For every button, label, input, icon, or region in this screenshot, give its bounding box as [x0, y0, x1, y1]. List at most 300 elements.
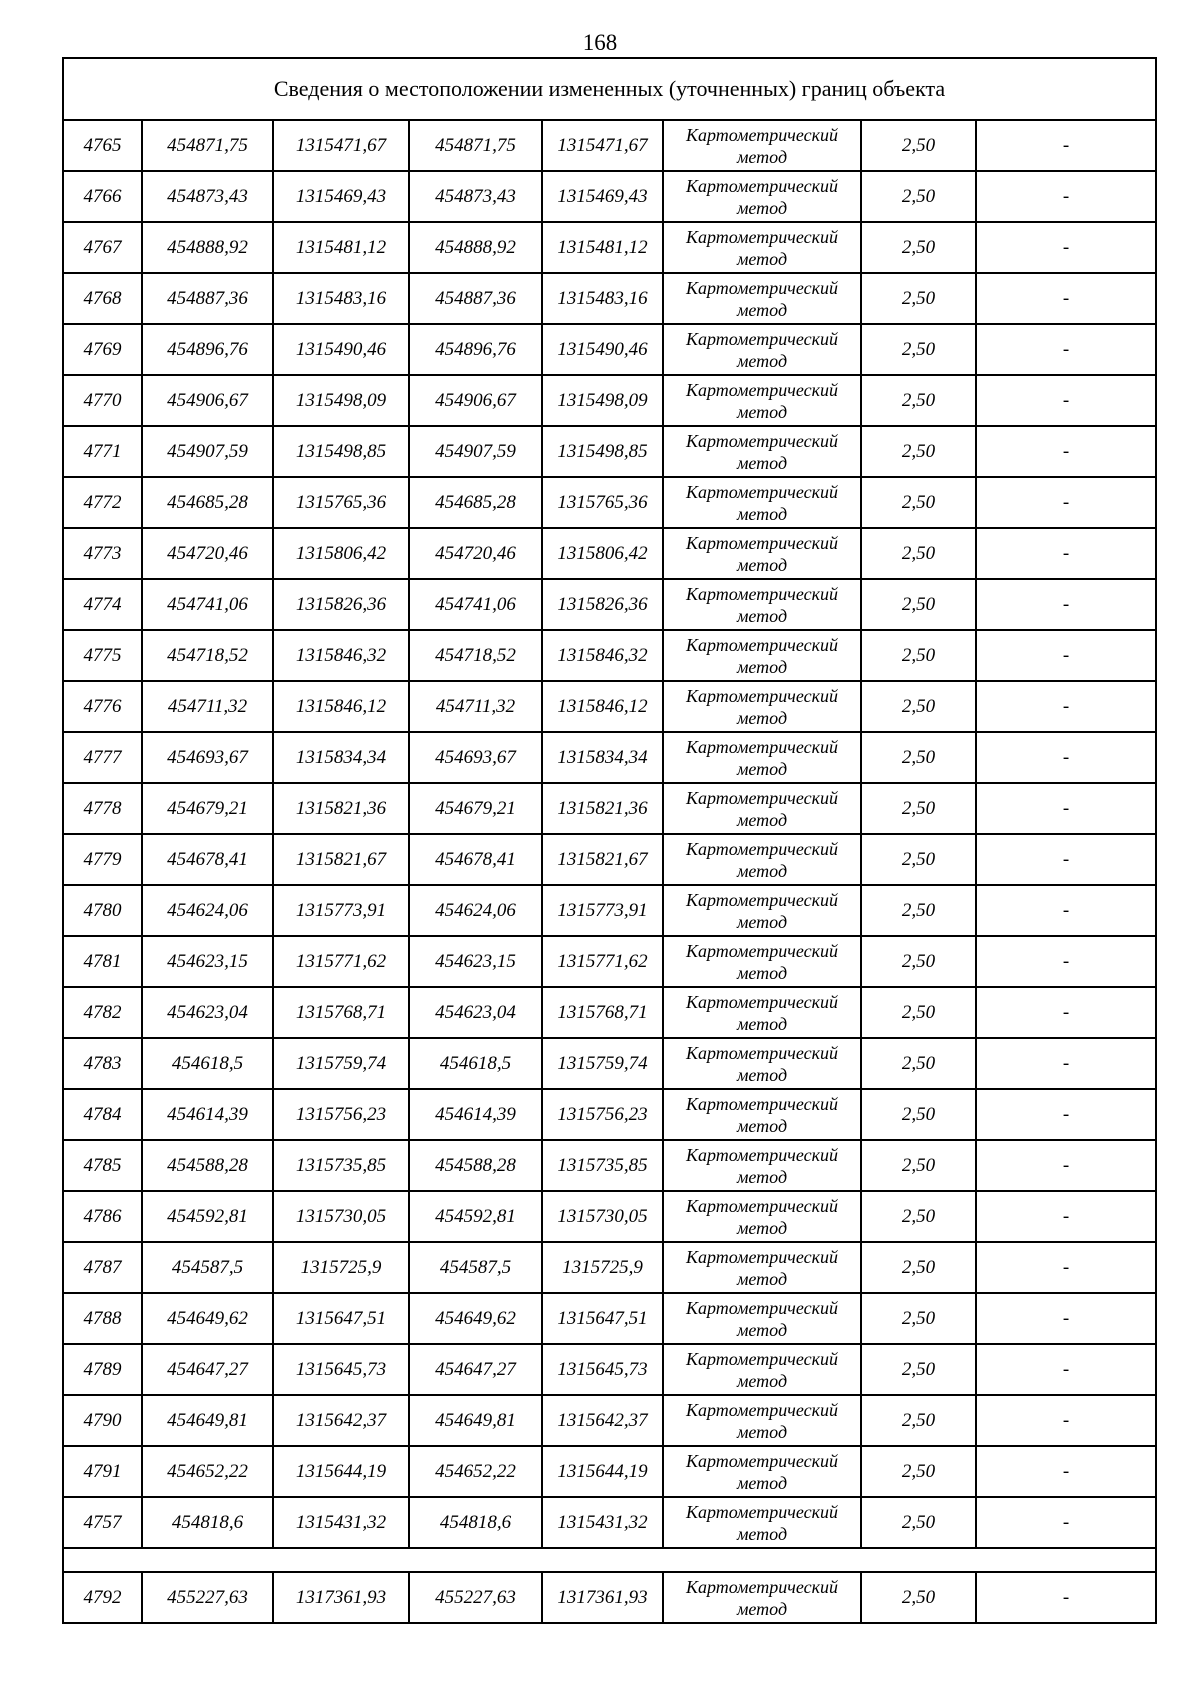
method-line2: метод: [736, 350, 788, 371]
note-cell: -: [976, 375, 1156, 426]
x-old-cell: 454718,52: [142, 630, 273, 681]
note-cell: -: [976, 1293, 1156, 1344]
method-line1: Картометрический: [685, 1246, 838, 1267]
method-line2: метод: [736, 707, 788, 728]
y-new-cell: 1315471,67: [542, 120, 663, 171]
precision-cell: 2,50: [861, 120, 976, 171]
table-row: [63, 579, 1156, 630]
precision-cell: 2,50: [861, 783, 976, 834]
method-cell: [663, 936, 861, 987]
y-new-cell: 1315490,46: [542, 324, 663, 375]
x-old-cell: 454649,81: [142, 1395, 273, 1446]
precision-cell: 2,50: [861, 1344, 976, 1395]
y-old-cell: 1315644,19: [273, 1446, 409, 1497]
note-cell: -: [976, 1572, 1156, 1623]
point-number-cell: 4792: [63, 1572, 142, 1623]
table-row: [63, 222, 1156, 273]
note-cell: -: [976, 273, 1156, 324]
point-number-cell: 4769: [63, 324, 142, 375]
method-line1: Картометрический: [685, 1093, 838, 1114]
method-line1: Картометрический: [685, 991, 838, 1012]
y-new-cell: 1315730,05: [542, 1191, 663, 1242]
y-new-cell: 1315725,9: [542, 1242, 663, 1293]
x-old-cell: 454592,81: [142, 1191, 273, 1242]
point-number-cell: 4791: [63, 1446, 142, 1497]
note-cell: -: [976, 171, 1156, 222]
table-row: [63, 1446, 1156, 1497]
x-new-cell: 454624,06: [409, 885, 542, 936]
table-row: [63, 1293, 1156, 1344]
y-new-cell: 1315642,37: [542, 1395, 663, 1446]
method-line2: метод: [736, 1319, 788, 1340]
table-row: [63, 1140, 1156, 1191]
y-old-cell: 1315469,43: [273, 171, 409, 222]
method-cell: [663, 1344, 861, 1395]
method-cell: [663, 732, 861, 783]
method-cell: [663, 1572, 861, 1623]
method-line2: метод: [736, 1217, 788, 1238]
method-line2: метод: [736, 401, 788, 422]
y-new-cell: 1315483,16: [542, 273, 663, 324]
table-row: [63, 324, 1156, 375]
point-number-cell: 4781: [63, 936, 142, 987]
x-new-cell: 454720,46: [409, 528, 542, 579]
point-number-cell: 4770: [63, 375, 142, 426]
x-new-cell: 454592,81: [409, 1191, 542, 1242]
x-new-cell: 455227,63: [409, 1572, 542, 1623]
method-cell: [663, 1191, 861, 1242]
y-old-cell: 1315483,16: [273, 273, 409, 324]
x-old-cell: 455227,63: [142, 1572, 273, 1623]
x-old-cell: 454906,67: [142, 375, 273, 426]
x-new-cell: 454896,76: [409, 324, 542, 375]
method-line2: метод: [736, 758, 788, 779]
x-new-cell: 454623,04: [409, 987, 542, 1038]
y-new-cell: 1315765,36: [542, 477, 663, 528]
y-new-cell: 1315768,71: [542, 987, 663, 1038]
table-row: [63, 1191, 1156, 1242]
point-number-cell: 4766: [63, 171, 142, 222]
x-old-cell: 454685,28: [142, 477, 273, 528]
method-line1: Картометрический: [685, 328, 838, 349]
x-new-cell: 454587,5: [409, 1242, 542, 1293]
x-new-cell: 454873,43: [409, 171, 542, 222]
precision-cell: 2,50: [861, 1572, 976, 1623]
table-spacer-row: [63, 1548, 1156, 1572]
method-line2: метод: [736, 1472, 788, 1493]
table-row: [63, 375, 1156, 426]
note-cell: -: [976, 1140, 1156, 1191]
method-cell: [663, 120, 861, 171]
note-cell: -: [976, 120, 1156, 171]
y-new-cell: 1315834,34: [542, 732, 663, 783]
x-old-cell: 454896,76: [142, 324, 273, 375]
x-new-cell: 454647,27: [409, 1344, 542, 1395]
x-old-cell: 454588,28: [142, 1140, 273, 1191]
table-row: [63, 1497, 1156, 1548]
method-line2: метод: [736, 860, 788, 881]
note-cell: -: [976, 1344, 1156, 1395]
table-row: [63, 630, 1156, 681]
point-number-cell: 4772: [63, 477, 142, 528]
x-new-cell: 454818,6: [409, 1497, 542, 1548]
method-line1: Картометрический: [685, 430, 838, 451]
method-line1: Картометрический: [685, 124, 838, 145]
note-cell: -: [976, 324, 1156, 375]
table-row: [63, 1242, 1156, 1293]
x-old-cell: 454587,5: [142, 1242, 273, 1293]
y-new-cell: 1315735,85: [542, 1140, 663, 1191]
note-cell: -: [976, 1497, 1156, 1548]
table-row: [63, 171, 1156, 222]
point-number-cell: 4783: [63, 1038, 142, 1089]
method-cell: [663, 1089, 861, 1140]
x-new-cell: 454907,59: [409, 426, 542, 477]
x-new-cell: 454871,75: [409, 120, 542, 171]
y-old-cell: 1315768,71: [273, 987, 409, 1038]
method-line1: Картометрический: [685, 889, 838, 910]
method-line1: Картометрический: [685, 787, 838, 808]
precision-cell: 2,50: [861, 681, 976, 732]
method-cell: [663, 1140, 861, 1191]
point-number-cell: 4785: [63, 1140, 142, 1191]
x-old-cell: 454871,75: [142, 120, 273, 171]
x-new-cell: 454623,15: [409, 936, 542, 987]
note-cell: -: [976, 579, 1156, 630]
method-cell: [663, 834, 861, 885]
x-new-cell: 454693,67: [409, 732, 542, 783]
y-new-cell: 1315821,67: [542, 834, 663, 885]
note-cell: -: [976, 1089, 1156, 1140]
x-new-cell: 454718,52: [409, 630, 542, 681]
method-cell: [663, 171, 861, 222]
x-old-cell: 454693,67: [142, 732, 273, 783]
method-line1: Картометрический: [685, 1501, 838, 1522]
point-number-cell: 4782: [63, 987, 142, 1038]
y-new-cell: 1317361,93: [542, 1572, 663, 1623]
note-cell: -: [976, 987, 1156, 1038]
x-new-cell: 454888,92: [409, 222, 542, 273]
note-cell: -: [976, 1191, 1156, 1242]
spacer-cell: [63, 1548, 1156, 1572]
table-row: [63, 1089, 1156, 1140]
y-new-cell: 1315756,23: [542, 1089, 663, 1140]
note-cell: -: [976, 222, 1156, 273]
x-new-cell: 454741,06: [409, 579, 542, 630]
method-line2: метод: [736, 605, 788, 626]
method-cell: [663, 783, 861, 834]
precision-cell: 2,50: [861, 987, 976, 1038]
x-new-cell: 454618,5: [409, 1038, 542, 1089]
table-row: [63, 1572, 1156, 1623]
y-new-cell: 1315498,85: [542, 426, 663, 477]
y-old-cell: 1315821,36: [273, 783, 409, 834]
table-row: [63, 987, 1156, 1038]
method-cell: [663, 885, 861, 936]
y-old-cell: 1315481,12: [273, 222, 409, 273]
y-new-cell: 1315498,09: [542, 375, 663, 426]
method-line2: метод: [736, 554, 788, 575]
y-old-cell: 1315765,36: [273, 477, 409, 528]
method-cell: [663, 1038, 861, 1089]
method-cell: [663, 681, 861, 732]
method-line2: метод: [736, 962, 788, 983]
point-number-cell: 4774: [63, 579, 142, 630]
method-cell: [663, 579, 861, 630]
point-number-cell: 4771: [63, 426, 142, 477]
y-new-cell: 1315846,12: [542, 681, 663, 732]
precision-cell: 2,50: [861, 1497, 976, 1548]
y-new-cell: 1315773,91: [542, 885, 663, 936]
y-new-cell: 1315771,62: [542, 936, 663, 987]
method-line2: метод: [736, 1064, 788, 1085]
x-old-cell: 454647,27: [142, 1344, 273, 1395]
point-number-cell: 4768: [63, 273, 142, 324]
x-old-cell: 454623,04: [142, 987, 273, 1038]
y-new-cell: 1315759,74: [542, 1038, 663, 1089]
point-number-cell: 4776: [63, 681, 142, 732]
precision-cell: 2,50: [861, 1089, 976, 1140]
x-new-cell: 454906,67: [409, 375, 542, 426]
y-old-cell: 1315490,46: [273, 324, 409, 375]
y-new-cell: 1315846,32: [542, 630, 663, 681]
y-old-cell: 1315756,23: [273, 1089, 409, 1140]
method-line1: Картометрический: [685, 736, 838, 757]
method-line2: метод: [736, 1421, 788, 1442]
point-number-cell: 4786: [63, 1191, 142, 1242]
x-old-cell: 454623,15: [142, 936, 273, 987]
method-line1: Картометрический: [685, 1399, 838, 1420]
method-line1: Картометрический: [685, 685, 838, 706]
table-title: Сведения о местоположении измененных (уточненных) границ объекта: [63, 58, 1156, 120]
y-old-cell: 1315834,34: [273, 732, 409, 783]
method-line2: метод: [736, 1598, 788, 1619]
x-old-cell: 454888,92: [142, 222, 273, 273]
method-line1: Картометрический: [685, 532, 838, 553]
x-new-cell: 454649,62: [409, 1293, 542, 1344]
method-cell: [663, 1497, 861, 1548]
y-old-cell: 1315773,91: [273, 885, 409, 936]
precision-cell: 2,50: [861, 222, 976, 273]
method-line2: метод: [736, 503, 788, 524]
note-cell: -: [976, 477, 1156, 528]
method-cell: [663, 1242, 861, 1293]
y-old-cell: 1315735,85: [273, 1140, 409, 1191]
point-number-cell: 4780: [63, 885, 142, 936]
precision-cell: 2,50: [861, 630, 976, 681]
method-line1: Картометрический: [685, 481, 838, 502]
y-new-cell: 1315469,43: [542, 171, 663, 222]
method-line1: Картометрический: [685, 1450, 838, 1471]
x-old-cell: 454679,21: [142, 783, 273, 834]
precision-cell: 2,50: [861, 1242, 976, 1293]
precision-cell: 2,50: [861, 273, 976, 324]
x-old-cell: 454649,62: [142, 1293, 273, 1344]
method-line2: метод: [736, 1166, 788, 1187]
point-number-cell: 4757: [63, 1497, 142, 1548]
method-line2: метод: [736, 248, 788, 269]
x-old-cell: 454652,22: [142, 1446, 273, 1497]
y-old-cell: 1315645,73: [273, 1344, 409, 1395]
note-cell: -: [976, 528, 1156, 579]
precision-cell: 2,50: [861, 936, 976, 987]
point-number-cell: 4779: [63, 834, 142, 885]
note-cell: -: [976, 1446, 1156, 1497]
precision-cell: 2,50: [861, 1446, 976, 1497]
table-row: [63, 273, 1156, 324]
precision-cell: 2,50: [861, 1293, 976, 1344]
x-old-cell: 454624,06: [142, 885, 273, 936]
note-cell: -: [976, 936, 1156, 987]
table-row: [63, 426, 1156, 477]
y-old-cell: 1315821,67: [273, 834, 409, 885]
note-cell: -: [976, 681, 1156, 732]
precision-cell: 2,50: [861, 732, 976, 783]
method-line1: Картометрический: [685, 379, 838, 400]
method-cell: [663, 528, 861, 579]
method-cell: [663, 987, 861, 1038]
x-new-cell: 454887,36: [409, 273, 542, 324]
method-line2: метод: [736, 1013, 788, 1034]
x-new-cell: 454678,41: [409, 834, 542, 885]
precision-cell: 2,50: [861, 834, 976, 885]
precision-cell: 2,50: [861, 477, 976, 528]
precision-cell: 2,50: [861, 1395, 976, 1446]
method-line2: метод: [736, 911, 788, 932]
precision-cell: 2,50: [861, 885, 976, 936]
method-cell: [663, 375, 861, 426]
table-row: [63, 1344, 1156, 1395]
point-number-cell: 4788: [63, 1293, 142, 1344]
point-number-cell: 4767: [63, 222, 142, 273]
x-old-cell: 454741,06: [142, 579, 273, 630]
method-cell: [663, 1395, 861, 1446]
precision-cell: 2,50: [861, 375, 976, 426]
y-old-cell: 1315647,51: [273, 1293, 409, 1344]
table-row: [63, 477, 1156, 528]
method-line2: метод: [736, 197, 788, 218]
boundary-coordinates-table: [62, 57, 1157, 1624]
y-old-cell: 1315759,74: [273, 1038, 409, 1089]
y-old-cell: 1315730,05: [273, 1191, 409, 1242]
table-row: [63, 783, 1156, 834]
table-row: [63, 834, 1156, 885]
point-number-cell: 4784: [63, 1089, 142, 1140]
x-old-cell: 454678,41: [142, 834, 273, 885]
method-cell: [663, 222, 861, 273]
method-line1: Картометрический: [685, 838, 838, 859]
note-cell: -: [976, 885, 1156, 936]
x-new-cell: 454679,21: [409, 783, 542, 834]
note-cell: -: [976, 732, 1156, 783]
table-row: [63, 528, 1156, 579]
x-new-cell: 454652,22: [409, 1446, 542, 1497]
method-cell: [663, 426, 861, 477]
precision-cell: 2,50: [861, 1038, 976, 1089]
x-new-cell: 454649,81: [409, 1395, 542, 1446]
point-number-cell: 4775: [63, 630, 142, 681]
method-line1: Картометрический: [685, 583, 838, 604]
method-cell: [663, 273, 861, 324]
point-number-cell: 4765: [63, 120, 142, 171]
table-row: [63, 885, 1156, 936]
point-number-cell: 4787: [63, 1242, 142, 1293]
y-old-cell: 1315846,12: [273, 681, 409, 732]
y-old-cell: 1315431,32: [273, 1497, 409, 1548]
precision-cell: 2,50: [861, 1191, 976, 1242]
x-new-cell: 454614,39: [409, 1089, 542, 1140]
y-old-cell: 1317361,93: [273, 1572, 409, 1623]
note-cell: -: [976, 1038, 1156, 1089]
method-line1: Картометрический: [685, 1348, 838, 1369]
y-new-cell: 1315644,19: [542, 1446, 663, 1497]
method-line2: метод: [736, 1523, 788, 1544]
method-line1: Картометрический: [685, 1297, 838, 1318]
precision-cell: 2,50: [861, 171, 976, 222]
method-line2: метод: [736, 1115, 788, 1136]
method-cell: [663, 324, 861, 375]
y-old-cell: 1315806,42: [273, 528, 409, 579]
x-old-cell: 454614,39: [142, 1089, 273, 1140]
table-row: [63, 120, 1156, 171]
note-cell: -: [976, 783, 1156, 834]
table-row: [63, 936, 1156, 987]
method-line1: Картометрический: [685, 1576, 838, 1597]
y-old-cell: 1315498,09: [273, 375, 409, 426]
method-line2: метод: [736, 146, 788, 167]
precision-cell: 2,50: [861, 1140, 976, 1191]
y-old-cell: 1315826,36: [273, 579, 409, 630]
y-new-cell: 1315645,73: [542, 1344, 663, 1395]
page-number: 168: [582, 30, 618, 55]
method-cell: [663, 477, 861, 528]
point-number-cell: 4790: [63, 1395, 142, 1446]
note-cell: -: [976, 630, 1156, 681]
x-old-cell: 454618,5: [142, 1038, 273, 1089]
x-new-cell: 454711,32: [409, 681, 542, 732]
method-line1: Картометрический: [685, 277, 838, 298]
note-cell: -: [976, 1242, 1156, 1293]
method-line1: Картометрический: [685, 226, 838, 247]
method-line1: Картометрический: [685, 634, 838, 655]
x-old-cell: 454818,6: [142, 1497, 273, 1548]
method-line1: Картометрический: [685, 1042, 838, 1063]
y-new-cell: 1315821,36: [542, 783, 663, 834]
x-old-cell: 454887,36: [142, 273, 273, 324]
method-cell: [663, 1446, 861, 1497]
y-old-cell: 1315471,67: [273, 120, 409, 171]
point-number-cell: 4773: [63, 528, 142, 579]
method-line2: метод: [736, 1370, 788, 1391]
x-new-cell: 454685,28: [409, 477, 542, 528]
y-new-cell: 1315826,36: [542, 579, 663, 630]
x-old-cell: 454907,59: [142, 426, 273, 477]
y-old-cell: 1315846,32: [273, 630, 409, 681]
method-cell: [663, 630, 861, 681]
table-row: [63, 732, 1156, 783]
method-line2: метод: [736, 809, 788, 830]
precision-cell: 2,50: [861, 579, 976, 630]
method-line1: Картометрический: [685, 1144, 838, 1165]
precision-cell: 2,50: [861, 426, 976, 477]
table-row: [63, 1038, 1156, 1089]
method-cell: [663, 1293, 861, 1344]
y-new-cell: 1315806,42: [542, 528, 663, 579]
method-line2: метод: [736, 1268, 788, 1289]
method-line2: метод: [736, 452, 788, 473]
x-old-cell: 454720,46: [142, 528, 273, 579]
y-new-cell: 1315431,32: [542, 1497, 663, 1548]
